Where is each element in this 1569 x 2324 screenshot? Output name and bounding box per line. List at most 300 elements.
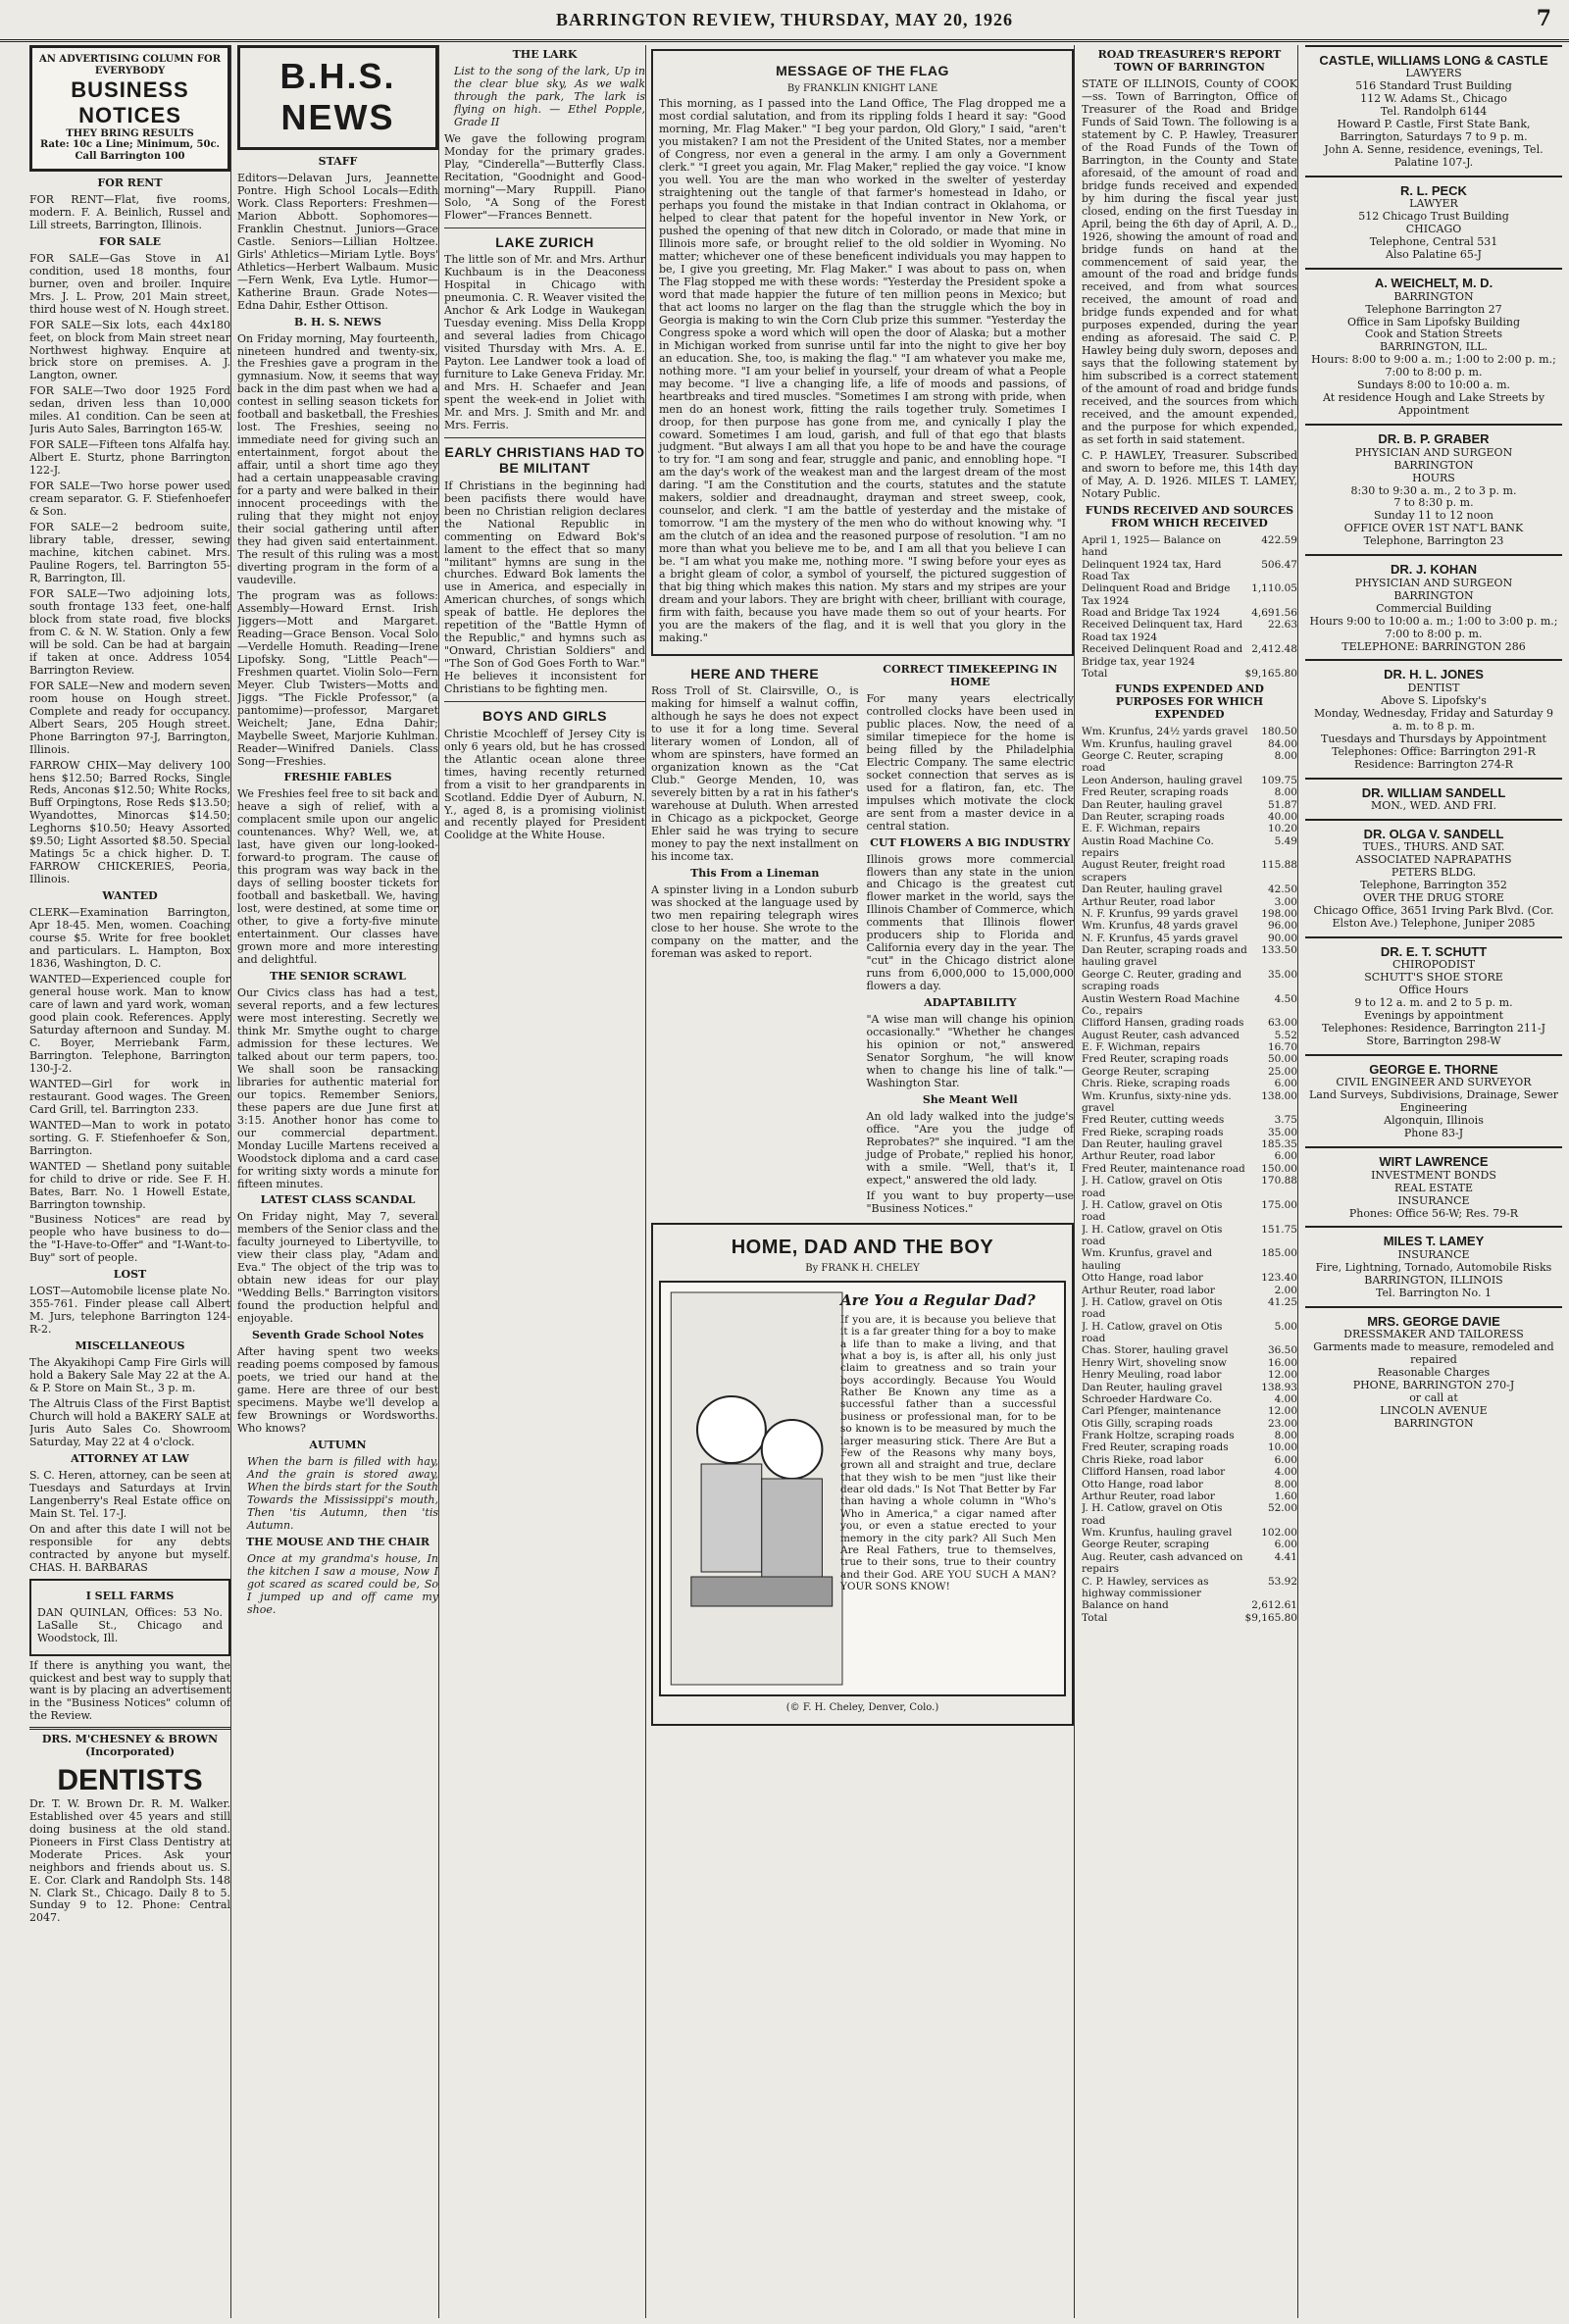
cards-list xyxy=(1305,45,1562,1437)
ledger-label: Clifford Hansen, grading roads xyxy=(1082,1017,1244,1030)
dentists-text: Dr. T. W. Brown Dr. R. M. Walker. Established over 45 years and still doing business at the old stand. Pioneers in First Class Dentistry at Moderate Prices. Ask your neighbors and friends about us. S. E. Cor. Clark and Randolph Sts. 148 N. Clark St., Chicago. Daily 8 to 5. Sunday 9 to 12. Phone: Central 2047. xyxy=(29,1796,230,1925)
card-line: HOURS xyxy=(1412,471,1455,484)
ad-for-rent: FOR RENT—Flat, five rooms, modern. F. A. Beinlich, Russel and Lill streets, Barrington, Illinois. xyxy=(29,192,230,231)
ledger-amount: 102.00 xyxy=(1261,1527,1297,1539)
card-line: Tel. Randolph 6144 xyxy=(1380,105,1488,119)
ledger-row xyxy=(1082,1441,1297,1453)
ledger-label: Austin Road Machine Co. repairs xyxy=(1082,834,1214,859)
ledger-label: E. F. Wichman, repairs xyxy=(1082,823,1200,835)
expended-list xyxy=(1082,726,1297,1624)
card-line: TUES., THURS. AND SAT. xyxy=(1362,840,1505,854)
ledger-row xyxy=(1082,1199,1297,1224)
card-line: Phone 83-J xyxy=(1403,1127,1464,1140)
ledger-label: Wm. Krunfus, sixty-nine yds. gravel xyxy=(1082,1089,1232,1114)
ledger-row xyxy=(1082,750,1297,775)
ledger-label: Chas. Storer, hauling gravel xyxy=(1082,1344,1229,1357)
ledger-label: Dan Reuter, hauling gravel xyxy=(1082,798,1223,811)
ledger-row xyxy=(1082,534,1297,559)
card-name: MRS. GEORGE DAVIE xyxy=(1367,1313,1500,1329)
card-line: John A. Senne, residence, evenings, Tel. Palatine 107-J. xyxy=(1324,143,1544,170)
ledger-label: Chris Rieke, road labor xyxy=(1082,1453,1203,1466)
card-line: CIVIL ENGINEER AND SURVEYOR xyxy=(1336,1076,1532,1089)
ledger-row xyxy=(1082,1344,1297,1356)
program-text: The program was as follows: Assembly—Howard Ernst. Irish Jiggers—Mott and Margaret. Reading—Grace Benson. Vocal Solo—Verdelle Homuth. Reading—Irene Lipofsky. Song, "Little Peach"—Freshmen quartet. Violin Solo—Fern Meyer. Club Twisters—Motts and Jiggs. "The Fickle Professor," (a pantomime)—professor, Margaret Weichelt; Jane, Edna Dahir; Maybelle Sweet, Marjorie Kuhlman. Reader—Winifred Daniels. Class Song—Freshies. xyxy=(237,588,438,768)
card-line: SCHUTT'S SHOE STORE xyxy=(1364,971,1503,985)
ledger-amount: 10.00 xyxy=(1267,1441,1297,1454)
banner-sub: THEY BRING RESULTS xyxy=(66,127,194,139)
flag-text: This morning, as I passed into the Land Office, The Flag dropped me a most cordial salutation, and from its rippling folds I heard it say: "Good morning, Mr. Flag Maker." "I beg your pardon, Old Glory," I said, "aren't you mistaken? I am not the President of the United States, nor a member of Congress, nor even a general in the army. I am only a Government clerk." "I greet you again, Mr. Flag Maker," replied the gay voice. "I know you well. You are the man who worked in the swelter of yesterday straightening out the tangle of that farmer's homestead in Idaho, or perhaps you found the mistake in that Indian contract in Oklahoma, or helped to clear that patent for the hopeful inventor in New York, or pushed the opening of that new ditch in Colorado, or made that mine in Illinois more safe, or brought relief to the old soldier in Wyoming. No matter; whichever one of these beneficent individuals you may happen to be, I give you greeting, Mr. Flag Maker." I was about to pass on, when The Flag stopped me with these words: "Yesterday the President spoke a word that made happier the future of ten million peons in Mexico; but that act looms no larger on the flag than the struggle which the boy in Georgia is making to win the Corn Club prize this summer. "Yesterday the Congress spoke a word which will open the door of Alaska; but a mother in Michigan worked from sunrise until far into the night to give her boy an education. She, too, is making the flag." "I am whatever you make me, nothing more. "I am your belief in yourself, your dream of what a People may become. "I live a changing life, a life of moods and passions, of heartbreaks and tired muscles. "Sometimes I am strong with pride, when men do an honest work, fitting the rails together truly. Sometimes I droop, for then purpose has gone from me, and cynically I play the coward. Sometimes I am loud, garish, and full of that ego that blasts judgment. "But always I am all that you hope to be and have the courage to try for. "I am song and fear, struggle and panic, and ennobling hope. "I am the day's work of the weakest man and the largest dream of the most daring. "I am the Constitution and the courts, statutes and the statute makers, soldier and dreadnaught, drayman and street sweep, cook, counselor, and clerk. "I am the battle of yesterday and the mistake of tomorrow. "I am the mystery of the men who do without knowing why. "I am the clutch of an idea and the reasoned purpose of resolution. "I am no more than what you believe me to be, and I am all that you believe I can be. "I am what you make me, nothing more. "I swing before your eyes as a bright gleam of color, a symbol of yourself, the pictured suggestion of that big thing which makes this nation. My stars and my stripes are your dream and your labors. They are bright with cheer, brilliant with courage, firm with faith, because you have made them so out of your hearts. For you are the makers of the flag, and it is well that you glory in the making." xyxy=(659,97,1066,644)
ad-misc-1: The Akyakihopi Camp Fire Girls will hold a Bakery Sale May 22 at the A. & P. Store on Main St., 3 p. m. xyxy=(29,1356,230,1395)
ledger-label: Fred Reuter, cutting weeds xyxy=(1082,1114,1225,1127)
ledger-row xyxy=(1082,920,1297,932)
expended-heading: FUNDS EXPENDED AND PURPOSES FOR WHICH EXPENDED xyxy=(1115,682,1264,722)
ledger-row xyxy=(1082,933,1297,944)
ledger-label: Dan Reuter, hauling gravel xyxy=(1082,1138,1223,1150)
ledger-label: N. F. Krunfus, 99 yards gravel xyxy=(1082,907,1239,920)
ledger-amount: 96.00 xyxy=(1267,920,1297,933)
card-line: Telephones: Office: Barrington 291-R xyxy=(1332,744,1536,758)
ledger-row xyxy=(1082,643,1297,668)
business-notices-column xyxy=(29,45,231,2318)
ledger-label: Henry Meuling, road labor xyxy=(1082,1369,1222,1382)
ledger-row xyxy=(1082,1502,1297,1527)
ledger-label: Austin Western Road Machine Co., repairs xyxy=(1082,992,1240,1017)
professional-card xyxy=(1305,1226,1562,1305)
ad-wanted-5: WANTED — Shetland pony suitable for child to drive or ride. See F. H. Bates, Barr. No. 1 Howell Estate, Barrington township. xyxy=(29,1159,230,1211)
ledger-amount: $9,165.80 xyxy=(1244,1611,1297,1624)
ledger-row xyxy=(1082,1418,1297,1430)
professional-card xyxy=(1305,176,1562,268)
card-line: INSURANCE xyxy=(1397,1193,1470,1207)
ledger-row xyxy=(1082,726,1297,737)
ledger-amount: 40.00 xyxy=(1267,810,1297,823)
ledger-amount: 35.00 xyxy=(1267,1126,1297,1138)
ledger-label: George Reuter, scraping xyxy=(1082,1539,1210,1551)
seventh-text: After having spent two weeks reading poems composed by famous poets, we tried our hand at the game. Here are three of our best specimens. Maybe we'll develop a few Brownings or Wordsworths. Who knows? xyxy=(237,1345,438,1435)
card-name: DR. H. L. JONES xyxy=(1384,667,1484,682)
ledger-row xyxy=(1082,1454,1297,1466)
ledger-label: Fred Reuter, scraping roads xyxy=(1082,1053,1229,1066)
card-line: PHONE, BARRINGTON 270-J xyxy=(1352,1378,1515,1391)
ledger-amount: 133.50 xyxy=(1261,944,1297,956)
timekeeping-heading: CORRECT TIMEKEEPING IN HOME xyxy=(883,662,1058,688)
boys-girls-text: Christie Mcochleff of Jersey City is only 6 years old, but he has crossed the Atlantic ocean alone three times, having recently returned from a visit to her grandparents in Scotland. Eddie Dyer of Auburn, N. Y., aged 8, is a promising violinist and recently played for President Coolidge at the White House. xyxy=(444,727,645,842)
ledger-label: Fred Reuter, scraping roads xyxy=(1082,786,1229,799)
ledger-row xyxy=(1082,1041,1297,1053)
ledger-row xyxy=(1082,896,1297,908)
latest-heading: LATEST CLASS SCANDAL xyxy=(260,1193,416,1207)
ledger-row xyxy=(1082,993,1297,1018)
card-line: 516 Standard Trust Building xyxy=(1355,79,1512,93)
ledger-row xyxy=(1082,1369,1297,1381)
ledger-amount: 50.00 xyxy=(1267,1053,1297,1066)
attorney-heading: ATTORNEY AT LAW xyxy=(71,1451,189,1465)
ledger-label: Fred Rieke, scraping roads xyxy=(1082,1126,1224,1138)
ledger-row xyxy=(1082,1527,1297,1539)
flowers-text: Illinois grows more commercial flowers than any state in the union and Chicago is the greatest cut flower market in the world, says the Illinois Chamber of Commerce, which comments that Illinois flower producers ship to Florida and California every day in the year. The "cut" in the Chicago district alone runs from 6,000,000 to 15,000,000 flowers a day. xyxy=(866,852,1074,993)
ledger-row xyxy=(1082,1612,1297,1624)
card-line: BARRINGTON xyxy=(1393,289,1474,303)
ledger-row xyxy=(1082,619,1297,643)
wanted-heading: WANTED xyxy=(102,889,158,903)
ledger-amount: 25.00 xyxy=(1267,1065,1297,1078)
ledger-amount: 150.00 xyxy=(1261,1162,1297,1175)
ad-sale-6: FOR SALE—2 bedroom suite, library table, dresser, sewing machine, kitchen cabinet. Mrs. Pauline Rogers, tel. Barrington 55-R, Barrington, Ill. xyxy=(29,521,230,584)
card-line: Garments made to measure, remodeled and repaired xyxy=(1313,1339,1554,1366)
card-line: or call at xyxy=(1409,1390,1458,1404)
ledger-amount: 6.00 xyxy=(1274,1539,1297,1551)
drs-name: DRS. M'CHESNEY & BROWN (Incorporated) xyxy=(41,1733,219,1759)
home-dad-box xyxy=(651,1223,1074,1726)
ledger-label: George Reuter, scraping xyxy=(1082,1065,1210,1078)
ledger-amount: 3.75 xyxy=(1274,1114,1297,1127)
autumn-poem: When the barn is filled with hay, And the grain is stored away, When the birds start for the South Towards the Mississippi's mouth, Then 'tis Autumn, then 'tis Autumn. xyxy=(247,1454,438,1532)
card-name: A. WEICHELT, M. D. xyxy=(1374,276,1493,291)
mouse-heading: THE MOUSE AND THE CHAIR xyxy=(245,1535,430,1548)
ad-debt-notice: On and after this date I will not be responsible for any debts contracted by anyone but myself. CHAS. H. BARBARAS xyxy=(29,1522,230,1574)
ledger-row xyxy=(1082,811,1297,823)
news-column-3 xyxy=(444,45,646,2318)
ledger-amount: 8.00 xyxy=(1274,1478,1297,1490)
card-line: Also Palatine 65-J xyxy=(1386,248,1482,262)
home-credit: (© F. H. Cheley, Denver, Colo.) xyxy=(785,1702,939,1714)
card-name: WIRT LAWRENCE xyxy=(1379,1154,1489,1170)
ad-sale-2: FOR SALE—Six lots, each 44x180 feet, on block from Main street near Northwest highway. Enquire at brick store on premises. A. J. Langton, owner. xyxy=(29,318,230,382)
cheley-text-block xyxy=(840,1292,1056,1595)
ledger-amount: 90.00 xyxy=(1267,932,1297,944)
card-line: BARRINGTON, ILL. xyxy=(1379,340,1489,354)
card-line: Commercial Building xyxy=(1376,601,1492,615)
scrawl-heading: THE SENIOR SCRAWL xyxy=(270,970,406,983)
ledger-amount: 4,691.56 xyxy=(1251,607,1297,620)
card-line: 8:30 to 9:30 a. m., 2 to 3 p. m. xyxy=(1350,483,1517,497)
ad-misc-2: The Altruis Class of the First Baptist Church will hold a BAKERY SALE at Juris Auto Sales Co. Showroom Saturday, May 22 at 4 o'clock. xyxy=(29,1397,230,1448)
ledger-amount: 63.00 xyxy=(1267,1017,1297,1030)
ledger-row xyxy=(1082,1539,1297,1550)
ledger-label: Henry Wirt, shoveling snow xyxy=(1082,1356,1227,1369)
timekeeping-text: For many years electrically controlled clocks have been used in public places. Now, the need of a similar timepiece for the home is being filled by the Philadelphia Electric Company. The same electric socket connection that serves as is used for a flatiron, fan, etc. The impulses which motivate the clock are sent from a master device in a central station. xyxy=(866,691,1074,833)
card-line: Telephone Barrington 27 xyxy=(1365,302,1502,316)
ledger-label: George C. Reuter, scraping road xyxy=(1082,750,1224,775)
ledger-row xyxy=(1082,1551,1297,1576)
ledger-amount: 151.75 xyxy=(1261,1223,1297,1236)
card-line: CHIROPODIST xyxy=(1392,958,1476,972)
ad-wanted-1: CLERK—Examination Barrington, Apr 18-45. Men, women. Coaching course $5. Write for free booklet and particulars. L. Hampton, Box 1836, Washington, D. C. xyxy=(29,906,230,971)
flowers-heading: CUT FLOWERS A BIG INDUSTRY xyxy=(870,835,1071,849)
card-line: LINCOLN AVENUE xyxy=(1380,1403,1488,1417)
ledger-row xyxy=(1082,859,1297,884)
lineman-text: A spinster living in a London suburb was shocked at the language used by two men repairing telegraph wires close to her house. She wrote to the company on the matter, and the foreman was asked to report. xyxy=(651,884,859,960)
fables-heading: FRESHIE FABLES xyxy=(283,771,392,784)
ledger-amount: 52.00 xyxy=(1267,1502,1297,1515)
professional-card xyxy=(1305,268,1562,424)
home-text: If you are, it is because you believe that it is a far greater thing for a boy to make a life than to make a living, and that what a boy is, is after all, his only just claim to greatness and so train your boys accordingly. Because You Would Rather Be Known any time as a successful father than a successful business or professional man, for to be so known is to be measured by much the larger measuring stick. There Are But a Few of the Reasons why many boys, grown all and straight and true, declare that they wish to be men "just like their dear old dads." Is Not That Better by Far than having a whole column in "Who's Who in America," a cigar named after you, or even a statue erected to your memory in the city park? All Such Men Are Real Fathers, true to themselves, true to their sons, true to their country and their God. ARE YOU SUCH A MAN? YOUR SONS KNOW! xyxy=(840,1313,1056,1593)
ad-wanted-3: WANTED—Girl for work in restaurant. Good wages. The Green Card Grill, tel. Barrington 233. xyxy=(29,1077,230,1116)
card-line: LAWYER xyxy=(1409,197,1458,211)
card-line: PETERS BLDG. xyxy=(1391,866,1477,880)
ledger-amount: 51.87 xyxy=(1267,798,1297,811)
ledger-label: Carl Pfenger, maintenance xyxy=(1082,1405,1222,1418)
ledger-amount: 4.00 xyxy=(1274,1392,1297,1405)
ledger-label: J. H. Catlow, gravel on Otis road xyxy=(1082,1198,1223,1224)
lake-zurich-heading: LAKE ZURICH xyxy=(495,233,594,250)
ledger-row xyxy=(1082,1576,1297,1600)
professional-cards-column xyxy=(1305,45,1562,2318)
ledger-label: C. P. Hawley, services as highway commissioner xyxy=(1082,1575,1209,1599)
card-line: Office in Sam Lipofsky Building xyxy=(1346,315,1521,328)
ledger-amount: 36.50 xyxy=(1267,1344,1297,1357)
card-line: DENTIST xyxy=(1407,681,1460,694)
ledger-label: J. H. Catlow, gravel on Otis road xyxy=(1082,1502,1223,1527)
ledger-label: Wm. Krunfus, hauling gravel xyxy=(1082,1527,1233,1539)
ledger-row xyxy=(1082,823,1297,834)
ledger-row xyxy=(1082,799,1297,811)
ledger-label: Total xyxy=(1082,667,1108,680)
ledger-amount: 6.00 xyxy=(1274,1078,1297,1090)
ledger-label: Arthur Reuter, road labor xyxy=(1082,1490,1215,1502)
ledger-row xyxy=(1082,1393,1297,1405)
card-line: Tuesdays and Thursdays by Appointment xyxy=(1321,732,1546,745)
ad-sale-3: FOR SALE—Two door 1925 Ford sedan, driven less than 10,000 miles. A1 condition. Can be seen at Juris Auto Sales, Barrington 165-W. xyxy=(29,384,230,436)
feature-column xyxy=(651,45,1075,2318)
seventh-heading: Seventh Grade School Notes xyxy=(251,1329,425,1342)
ledger-label: Arthur Reuter, road labor xyxy=(1082,1284,1215,1296)
card-line: Evenings by appointment xyxy=(1363,1009,1504,1023)
ad-sale-1: FOR SALE—Gas Stove in A1 condition, used 18 months, four burner, oven and broiler. Inquire Mrs. J. L. Prow, 201 Main street, third house west of N. Hough street. xyxy=(29,251,230,316)
card-line: Chicago Office, 3651 Irving Park Blvd. (Cor. Elston Ave.) Telephone, Juniper 2085 xyxy=(1313,904,1554,931)
ledger-row xyxy=(1082,1382,1297,1393)
professional-card xyxy=(1305,659,1562,777)
home-dad-illustration xyxy=(659,1281,1066,1696)
ledger-row xyxy=(1082,582,1297,607)
professional-card xyxy=(1305,1054,1562,1146)
ledger-row xyxy=(1082,1138,1297,1150)
ledger-label: J. H. Catlow, gravel on Otis road xyxy=(1082,1223,1223,1247)
ledger-row xyxy=(1082,775,1297,786)
card-line: ASSOCIATED NAPRAPATHS xyxy=(1355,853,1512,867)
ledger-label: Clifford Hansen, road labor xyxy=(1082,1466,1226,1479)
card-line: At residence Hough and Lake Streets by Appointment xyxy=(1322,391,1545,418)
report-signature: C. P. HAWLEY, Treasurer. Subscribed and sworn to before me, this 14th day of May, A. D. 1926. MILES T. LAMEY, Notary Public. xyxy=(1082,449,1297,500)
ledger-amount: 41.25 xyxy=(1267,1295,1297,1308)
ledger-row xyxy=(1082,1430,1297,1441)
ledger-label: Received Delinquent tax, Hard Road tax 1924 xyxy=(1082,619,1243,643)
card-line: BARRINGTON xyxy=(1393,588,1474,602)
card-line: OFFICE OVER 1ST NAT'L BANK xyxy=(1343,522,1524,535)
ledger-amount: $9,165.80 xyxy=(1244,667,1297,680)
card-line: LAWYERS xyxy=(1405,67,1462,80)
card-line: Sundays 8:00 to 10:00 a. m. xyxy=(1356,379,1511,392)
ledger-amount: 185.35 xyxy=(1261,1138,1297,1150)
ledger-amount: 109.75 xyxy=(1261,774,1297,786)
professional-card xyxy=(1305,424,1562,554)
ledger-amount: 2.00 xyxy=(1274,1284,1297,1296)
ledger-label: Arthur Reuter, road labor xyxy=(1082,1150,1215,1163)
ad-sale-4: FOR SALE—Fifteen tons Alfalfa hay. Albert E. Sturtz, phone Barrington 122-J. xyxy=(29,438,230,478)
ledger-amount: 35.00 xyxy=(1267,968,1297,981)
ledger-row xyxy=(1082,559,1297,583)
ledger-label: Delinquent 1924 tax, Hard Road Tax xyxy=(1082,558,1222,582)
ledger-label: Wm. Krunfus, gravel and hauling xyxy=(1082,1247,1213,1272)
bhs-news-text: On Friday morning, May fourteenth, nineteen hundred and twenty-six, the Freshies gave a program in the gymnasium. Now, it seems that way back in the dim past when we had a contest in selling season tickets for football and basketball, the Freshies lost. The Freshies, seeing no immediate need for giving such an entertainment, forgot about the affair, until a short time ago they had a certain unappeasable craving for a party and were balked in their innocent proceedings with the ruling that they might not enjoy their social gathering until after they had given said entertainment. The result of this ruling was a most diverting program in the form of a vaudeville. xyxy=(237,331,438,586)
card-line: 7 to 8:30 p. m. xyxy=(1393,496,1474,510)
ledger-label: George C. Reuter, grading and scraping roads xyxy=(1082,968,1242,993)
here-heading: HERE AND THERE xyxy=(690,665,820,682)
card-name: DR. B. P. GRABER xyxy=(1378,431,1490,447)
ledger-amount: 185.00 xyxy=(1261,1247,1297,1260)
bhs-news-title: B.H.S. NEWS xyxy=(279,56,396,138)
card-line: 9 to 12 a. m. and 2 to 5 p. m. xyxy=(1354,996,1513,1010)
card-name: DR. J. KOHAN xyxy=(1390,562,1478,578)
ledger-row xyxy=(1082,1030,1297,1041)
professional-card xyxy=(1305,45,1562,176)
ledger-row xyxy=(1082,1078,1297,1089)
ledger-label: E. F. Wichman, repairs xyxy=(1082,1041,1200,1053)
ledger-label: Wm. Krunfus, 48 yards gravel xyxy=(1082,920,1239,933)
ifyou-text: If you want to buy property—use "Business Notices." xyxy=(866,1188,1074,1215)
card-line: Telephone, Barrington 352 xyxy=(1360,879,1507,892)
card-line: Monday, Wednesday, Friday and Saturday 9 a. m. to 8 p. m. xyxy=(1314,706,1553,733)
ledger-row xyxy=(1082,1114,1297,1126)
ledger-row xyxy=(1082,1090,1297,1115)
ledger-amount: 138.93 xyxy=(1261,1381,1297,1393)
professional-card xyxy=(1305,936,1562,1054)
ledger-label: Otto Hange, road labor xyxy=(1082,1272,1203,1285)
ledger-row xyxy=(1082,908,1297,920)
newspaper-title: BARRINGTON REVIEW, THURSDAY, MAY 20, 1926 xyxy=(555,9,1014,29)
card-line: BARRINGTON xyxy=(1393,458,1474,472)
flag-title: MESSAGE OF THE FLAG xyxy=(776,63,949,78)
farms-text: DAN QUINLAN, Offices: 53 No. LaSalle St., Chicago and Woodstock, Ill. xyxy=(37,1605,223,1644)
ledger-row xyxy=(1082,738,1297,750)
boys-girls-heading: BOYS AND GIRLS xyxy=(481,708,608,725)
card-line: Telephone, Central 531 xyxy=(1369,235,1498,249)
ledger-row xyxy=(1082,884,1297,895)
autumn-heading: AUTUMN xyxy=(309,1438,367,1451)
ledger-label: Fred Reuter, scraping roads xyxy=(1082,1441,1229,1454)
ledger-label: Leon Anderson, hauling gravel xyxy=(1082,774,1242,786)
banner-big: BUSINESS NOTICES xyxy=(71,76,189,127)
timekeeping-section xyxy=(867,660,1075,1219)
professional-card xyxy=(1305,819,1562,936)
card-line: OVER THE DRUG STORE xyxy=(1363,891,1504,905)
ledger-amount: 170.88 xyxy=(1261,1175,1297,1187)
page-number: 7 xyxy=(1536,6,1551,31)
ledger-amount: 198.00 xyxy=(1261,907,1297,920)
ledger-amount: 10.20 xyxy=(1267,823,1297,835)
ledger-label: Otis Gilly, scraping roads xyxy=(1082,1417,1213,1430)
fables-text: We Freshies feel free to sit back and heave a sigh of relief, with a complacent smile upon our angelic countenances. Why? Well, we, at last, have given our long-looked-forward-to program. The cause of this program was way back in the days of selling booster tickets for football and basketball. We, having lost, were destined, at some time or other, to give a forty-five minute entertainment. Our classes have grown more and more interesting and delightful. xyxy=(237,787,438,967)
ledger-label: August Reuter, freight road scrapers xyxy=(1082,859,1226,884)
card-line: Hours: 8:00 to 9:00 a. m.; 1:00 to 2:00 p. m.; 7:00 to 8:00 p. m. xyxy=(1311,353,1556,379)
ad-sale-8: FOR SALE—New and modern seven room house on Hough street. Complete and ready for occupancy. Albert Sears, 205 Hough street. Phone Barrington 97-J, Barrington, Illinois. xyxy=(29,679,230,756)
ledger-row xyxy=(1082,1053,1297,1065)
ledger-row xyxy=(1082,1127,1297,1138)
card-line: Above S. Lipofsky's xyxy=(1381,693,1487,707)
scrawl-text: Our Civics class has had a test, several reports, and a few lectures were most interesting. Secretly we think Mr. Smythe ought to charge admission for these lectures. We talked about our term papers, too. We shall soon be ransacking libraries for authentic material for our topics. Remember Seniors, these papers are due June first at 3:15. Another honor has come to our commercial department. Monday Lucille Martens received a Woodstock diploma and a card case for writing sixty words a minute for fifteen minutes. xyxy=(237,985,438,1190)
ledger-row xyxy=(1082,607,1297,619)
here-and-there xyxy=(651,660,859,1219)
card-name: DR. WILLIAM SANDELL xyxy=(1361,784,1506,800)
ledger-row xyxy=(1082,1017,1297,1029)
card-name: GEORGE E. THORNE xyxy=(1369,1062,1498,1078)
mouse-poem: Once at my grandma's house, In the kitchen I saw a mouse, Now I got scared as scared could be, So I jumped up and off came my shoe. xyxy=(247,1551,438,1616)
ledger-amount: 8.00 xyxy=(1274,750,1297,762)
ledger-amount: 2,612.61 xyxy=(1251,1599,1297,1612)
ledger-row xyxy=(1082,1357,1297,1369)
ledger-amount: 16.00 xyxy=(1267,1356,1297,1369)
card-line: CHICAGO xyxy=(1405,223,1462,236)
ledger-label: Frank Holtze, scraping roads xyxy=(1082,1430,1235,1441)
farms-notice: If there is anything you want, the quickest and best way to supply that want is by placing an advertisement in the "Business Notices" column of the Review. xyxy=(29,1658,230,1723)
ledger-amount: 123.40 xyxy=(1261,1272,1297,1285)
ledger-amount: 2,412.48 xyxy=(1251,643,1297,656)
ledger-row xyxy=(1082,1466,1297,1478)
ledger-amount: 8.00 xyxy=(1274,786,1297,799)
card-line: Reasonable Charges xyxy=(1377,1365,1491,1379)
ledger-row xyxy=(1082,1479,1297,1490)
lake-zurich-text: The little son of Mr. and Mrs. Arthur Kuchbaum is in the Deaconess Hospital in Chicago with pneumonia. C. R. Weaver visited the Anchor & Ark Lodge in Waukegan Tuesday evening. Miss Della Kropp and several ladies from Chicago visited Thursday with Mrs. A. E. Payton. Lee Landwer took a load of furniture to Lake Geneva Friday. Mr. and Mrs. H. Schaefer and Jean spent the week-end in Joliet with Mr. and Mrs. J. Smith and Mr. and Mrs. Ferris. xyxy=(444,253,645,431)
ad-lost-1: LOST—Automobile license plate No. 355-761. Finder please call Albert M. Jurs, telephone Barrington 124-R-2. xyxy=(29,1285,230,1337)
meant-heading: She Meant Well xyxy=(922,1092,1018,1106)
card-line: BARRINGTON xyxy=(1393,1416,1474,1430)
card-line: INSURANCE xyxy=(1397,1247,1470,1261)
ledger-amount: 1.60 xyxy=(1274,1490,1297,1502)
card-name: R. L. PECK xyxy=(1400,183,1467,199)
received-heading: FUNDS RECEIVED AND SOURCES FROM WHICH RECEIVED xyxy=(1085,503,1294,530)
message-of-flag-box xyxy=(651,49,1074,656)
ledger-amount: 422.59 xyxy=(1261,533,1297,546)
banner-rate: Rate: 10c a Line; Minimum, 50c. Call Barrington 100 xyxy=(39,139,221,163)
card-name: MILES T. LAMEY xyxy=(1383,1234,1485,1249)
ledger-amount: 6.00 xyxy=(1274,1453,1297,1466)
card-line: Hours 9:00 to 10:00 a. m.; 1:00 to 3:00 p. m.; 7:00 to 8:00 p. m. xyxy=(1309,614,1558,640)
flag-byline: By FRANKLIN KNIGHT LANE xyxy=(786,82,938,94)
home-byline: By FRANK H. CHELEY xyxy=(805,1263,920,1275)
card-line: Store, Barrington 298-W xyxy=(1366,1035,1501,1048)
professional-card xyxy=(1305,1146,1562,1226)
treasurer-report-column xyxy=(1082,45,1298,2318)
report-title: ROAD TREASURER'S REPORT TOWN OF BARRINGTON xyxy=(1097,48,1282,74)
card-line: MON., WED. AND FRI. xyxy=(1370,798,1497,812)
masthead xyxy=(0,0,1569,42)
lark-heading: THE LARK xyxy=(512,48,578,61)
ledger-label: Delinquent Road and Bridge Tax 1924 xyxy=(1082,582,1231,607)
adapt-heading: ADAPTABILITY xyxy=(924,996,1017,1010)
farms-heading: I SELL FARMS xyxy=(85,1589,175,1602)
ledger-row xyxy=(1082,786,1297,798)
ledger-row xyxy=(1082,1285,1297,1296)
business-notices-note: "Business Notices" are read by people who have business to do—the "I-Have-to-Offer" and "I-Want-to-Buy" sort of people. xyxy=(29,1213,230,1265)
ledger-row xyxy=(1082,1175,1297,1199)
ledger-label: Aug. Reuter, cash advanced on repairs xyxy=(1082,1550,1243,1576)
card-line: Phones: Office 56-W; Res. 79-R xyxy=(1348,1206,1519,1220)
ad-sale-7: FOR SALE—Two adjoining lots, south frontage 133 feet, one-half block from state road, five blocks from C. & N. W. Station. Only a few will be sold. Can be had at bargain if taken at once. Address 1054 Barrington Review. xyxy=(29,586,230,677)
for-rent-heading: FOR RENT xyxy=(97,176,163,189)
card-line: PHYSICIAN AND SURGEON xyxy=(1354,576,1513,589)
card-name: DR. E. T. SCHUTT xyxy=(1380,944,1488,959)
ledger-label: Dan Reuter, scraping roads and hauling gravel xyxy=(1082,944,1247,969)
card-line: Howard P. Castle, First State Bank, Barrington, Saturdays 7 to 9 p. m. xyxy=(1337,118,1531,144)
ledger-label: Wm. Krunfus, hauling gravel xyxy=(1082,737,1233,750)
ad-attorney: S. C. Heren, attorney, can be seen at Tuesdays and Saturdays at Irvin Langenberry's Real Estate office on Main St. Tel. 17-J. xyxy=(29,1468,230,1520)
ledger-amount: 175.00 xyxy=(1261,1198,1297,1211)
card-line: Tel. Barrington No. 1 xyxy=(1376,1286,1492,1299)
ledger-amount: 22.63 xyxy=(1267,619,1297,632)
ledger-label: August Reuter, cash advanced xyxy=(1082,1029,1240,1041)
ledger-amount: 3.00 xyxy=(1274,895,1297,908)
dentists-heading: DENTISTS xyxy=(57,1764,203,1797)
